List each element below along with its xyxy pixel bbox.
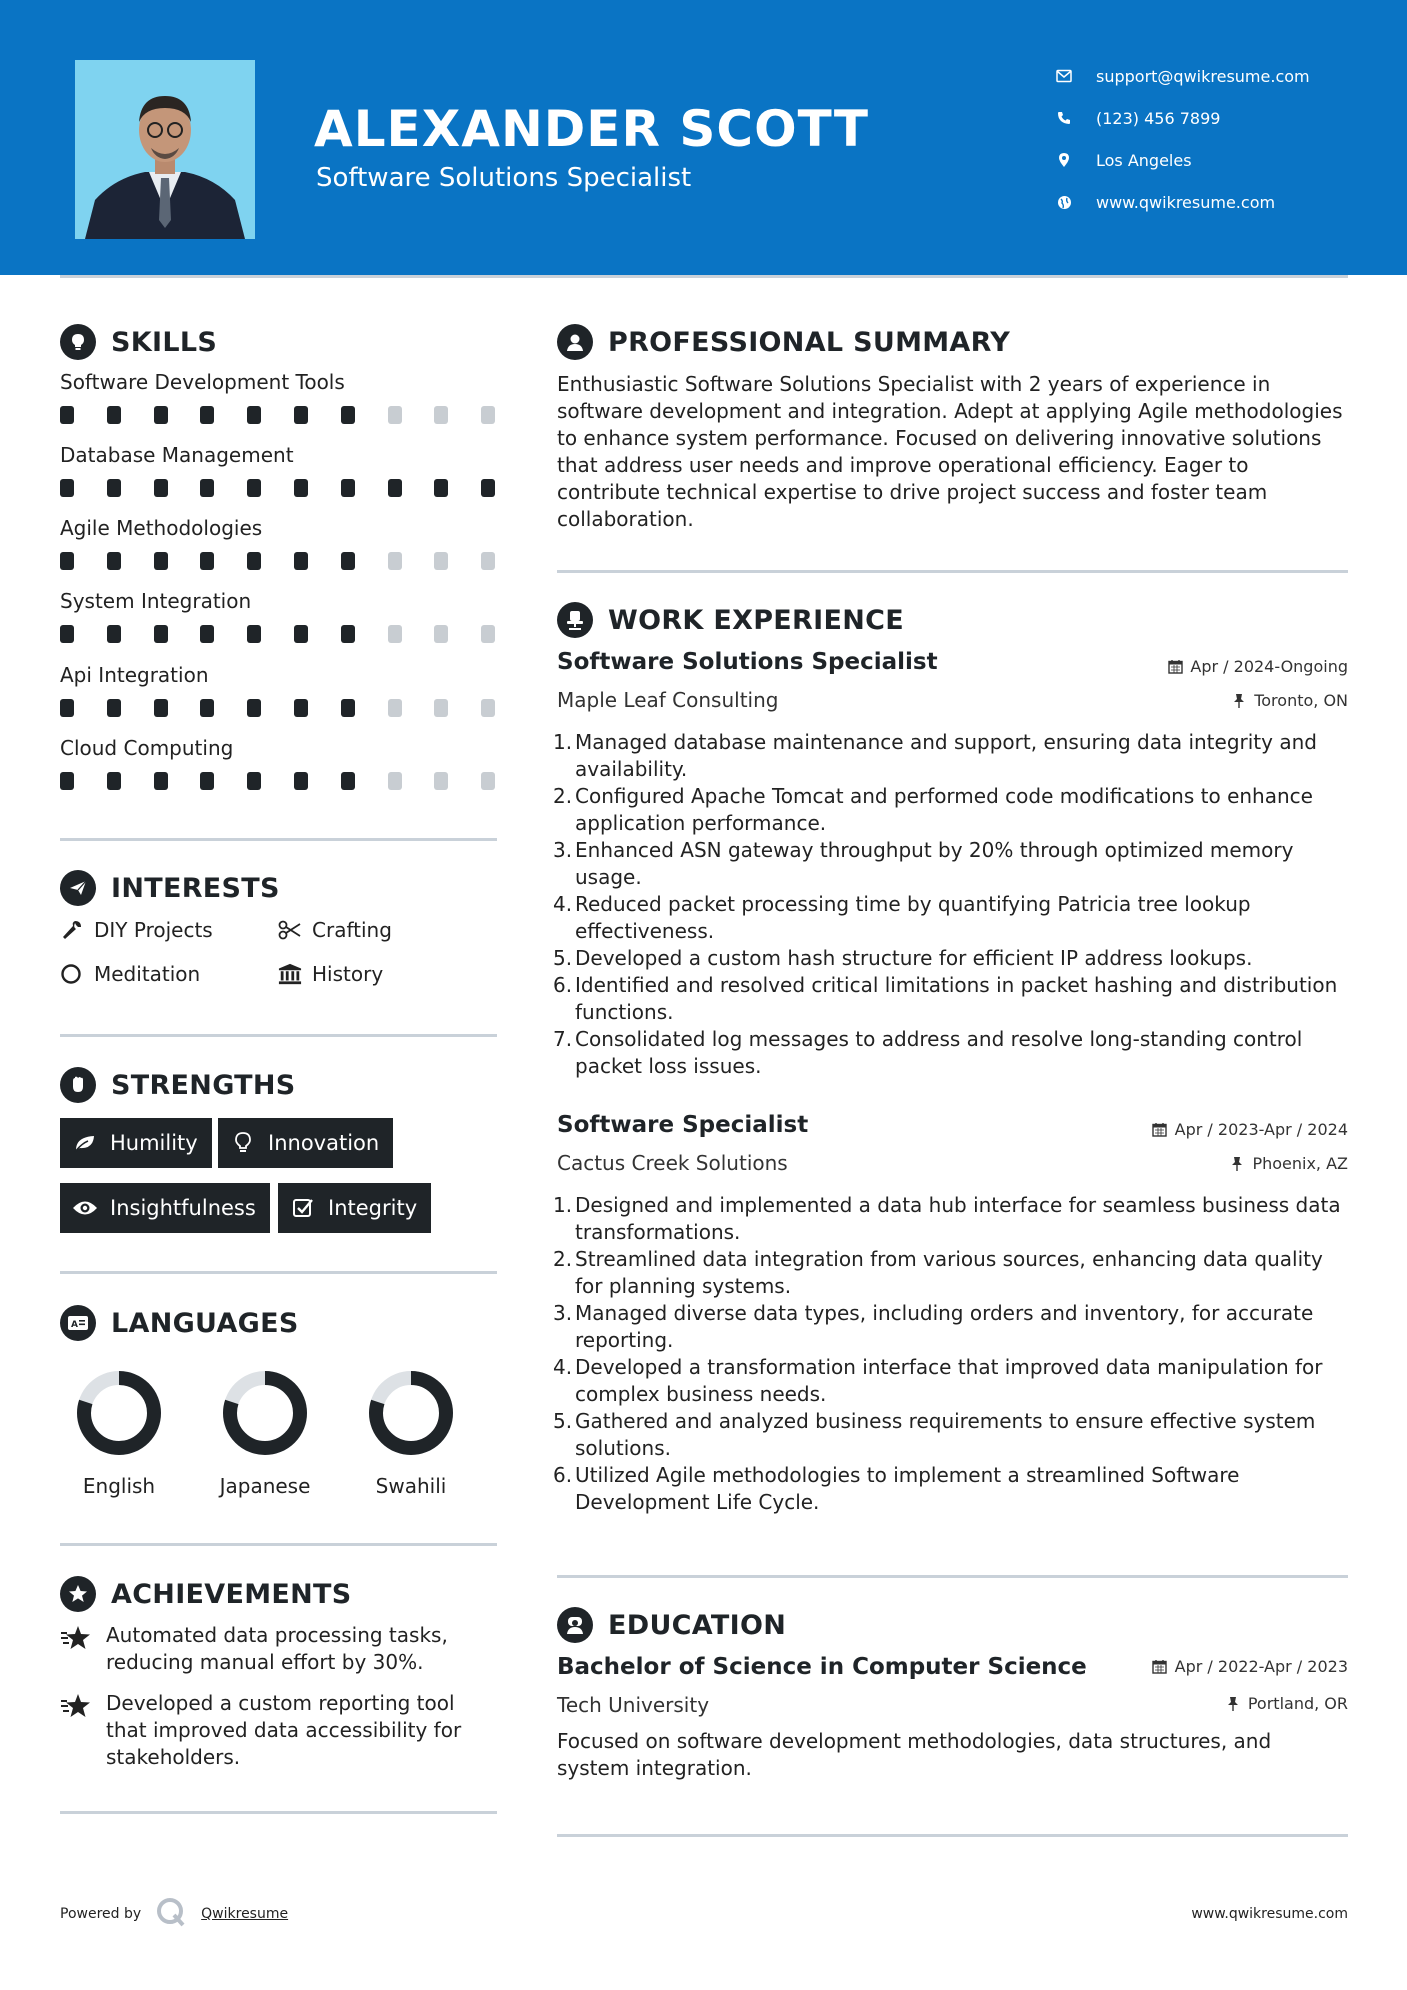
job-location-text: Toronto, ON [1254, 691, 1348, 710]
rating-dot-filled [60, 479, 74, 497]
rating-dot-filled [60, 625, 74, 643]
rating-dot-filled [60, 699, 74, 717]
education-location-text: Portland, OR [1247, 1694, 1348, 1713]
job-bullet [553, 1192, 1352, 1246]
skill-item [60, 736, 500, 792]
job-bullet [553, 972, 1352, 1026]
museum-icon [278, 962, 302, 986]
globe-icon [1054, 192, 1074, 212]
education-description: Focused on software development methodologies, data structures, and system integration. [557, 1729, 1272, 1780]
phone-icon [1054, 108, 1074, 128]
bullet-text: Reduced packet processing time by quantifying Patricia tree lookup effectiveness. [575, 892, 1251, 943]
wrench-icon [60, 918, 84, 942]
contact-location [1054, 139, 1310, 181]
rating-dot-filled [154, 406, 168, 424]
qwikresume-link[interactable]: Qwikresume [201, 1906, 289, 1922]
language-proficiency-ring [220, 1368, 310, 1458]
skill-rating [60, 772, 500, 792]
rating-dot-filled [247, 625, 261, 643]
job-company: Maple Leaf Consulting [557, 688, 779, 712]
contact-website[interactable] [1054, 181, 1310, 223]
job-bullet [553, 1354, 1352, 1408]
rating-dot-empty [434, 552, 448, 570]
rating-dot-filled [294, 552, 308, 570]
rating-dot-filled [200, 699, 214, 717]
summary-heading [557, 324, 1010, 360]
pushpin-icon [1230, 692, 1248, 710]
bullet-text: Enhanced ASN gateway throughput by 20% through optimized memory usage. [575, 838, 1294, 889]
rating-dot-empty [481, 406, 495, 424]
rating-dot-filled [388, 479, 402, 497]
bullet-text: Configured Apache Tomcat and performed code modifications to enhance application performance. [575, 784, 1313, 835]
powered-by-text: Powered by [60, 1906, 142, 1922]
interest-item [60, 962, 200, 986]
strength-chip [278, 1183, 431, 1233]
rating-dot-filled [247, 552, 261, 570]
bullet-number: 5. [553, 946, 573, 970]
interest-item [278, 962, 383, 986]
rating-dot-filled [154, 552, 168, 570]
profile-photo [75, 60, 255, 239]
job-location-text: Phoenix, AZ [1252, 1154, 1348, 1173]
skill-label: System Integration [60, 589, 252, 613]
rating-dot-empty [388, 772, 402, 790]
interests-heading-text: INTERESTS [111, 872, 280, 904]
skill-label: Agile Methodologies [60, 516, 263, 540]
job-bullet [553, 945, 1352, 972]
rating-dot-filled [200, 406, 214, 424]
rating-dot-filled [154, 772, 168, 790]
language-item [200, 1368, 330, 1498]
skill-rating [60, 625, 500, 645]
bullet-text: Identified and resolved critical limitations in packet hashing and distribution functions. [575, 973, 1338, 1024]
contact-phone[interactable] [1054, 97, 1310, 139]
rating-dot-filled [341, 406, 355, 424]
rating-dot-filled [247, 479, 261, 497]
rating-dot-empty [388, 625, 402, 643]
strength-label: Humility [110, 1131, 198, 1155]
bullet-number: 7. [553, 1027, 573, 1051]
skill-item [60, 663, 500, 719]
rating-dot-filled [247, 772, 261, 790]
footer-website[interactable]: www.qwikresume.com [1191, 1906, 1348, 1922]
candidate-title: Software Solutions Specialist [316, 163, 692, 193]
skill-label: Cloud Computing [60, 736, 234, 760]
education-degree: Bachelor of Science in Computer Science [557, 1654, 1087, 1680]
job-dates [1166, 657, 1348, 676]
language-item [346, 1368, 476, 1498]
bullet-number: 6. [553, 973, 573, 997]
job-title: Software Solutions Specialist [557, 649, 938, 675]
strengths-heading [60, 1067, 296, 1103]
interest-label: Crafting [312, 918, 392, 942]
contact-website-text: www.qwikresume.com [1096, 192, 1276, 212]
strength-chip [60, 1118, 212, 1168]
interest-item [278, 918, 392, 942]
rating-dot-empty [481, 552, 495, 570]
language-proficiency-ring [74, 1368, 164, 1458]
rating-dot-empty [481, 772, 495, 790]
resume-header [0, 0, 1407, 275]
rating-dot-filled [107, 552, 121, 570]
skill-rating [60, 479, 500, 499]
skill-rating [60, 699, 500, 719]
bullet-text: Consolidated log messages to address and resolve long-standing control packet loss issues. [575, 1027, 1303, 1078]
checkbox-icon [290, 1195, 316, 1221]
achievement-item [60, 1622, 500, 1676]
rating-dot-empty [434, 772, 448, 790]
rating-dot-empty [481, 625, 495, 643]
bullet-text: Designed and implemented a data hub interface for seamless business data transformations. [575, 1193, 1341, 1244]
summary-text: Enthusiastic Software Solutions Specialist with 2 years of experience in software development and integration. Adept at applying Agile methodologies to enhance system performance. Focused on delivering innovative solutions that address user needs and improve operational efficiency. Eager to contribute technical expertise to drive project success and foster team collaboration. [557, 372, 1343, 531]
leaf-icon [72, 1130, 98, 1156]
interests-divider [60, 1034, 497, 1037]
rating-dot-filled [294, 406, 308, 424]
contact-list [1054, 55, 1310, 223]
pushpin-icon [1224, 1695, 1242, 1713]
rating-dot-filled [341, 479, 355, 497]
rating-dot-empty [434, 406, 448, 424]
job-bullets [553, 729, 1352, 1080]
rating-dot-filled [247, 406, 261, 424]
experience-heading-text: WORK EXPERIENCE [608, 604, 904, 636]
skill-label: Database Management [60, 443, 294, 467]
education-divider [557, 1834, 1348, 1837]
rating-dot-filled [107, 406, 121, 424]
rating-dot-empty [434, 625, 448, 643]
rating-dot-filled [481, 479, 495, 497]
bullet-number: 2. [553, 784, 573, 808]
achievement-text: Developed a custom reporting tool that improved data accessibility for stakeholders. [106, 1691, 462, 1769]
skills-heading [60, 324, 217, 360]
skill-item [60, 589, 500, 645]
rating-dot-filled [200, 772, 214, 790]
qwikresume-logo-icon [155, 1896, 187, 1932]
skill-item [60, 443, 500, 499]
rating-dot-filled [154, 699, 168, 717]
job-bullet [553, 1462, 1352, 1516]
bullet-number: 3. [553, 1301, 573, 1325]
contact-location-text: Los Angeles [1096, 150, 1192, 170]
language-item [54, 1368, 184, 1498]
rating-dot-filled [60, 772, 74, 790]
skill-item [60, 370, 500, 426]
bullet-number: 3. [553, 838, 573, 862]
languages-heading [60, 1305, 299, 1341]
rating-dot-filled [247, 699, 261, 717]
rating-dot-empty [434, 699, 448, 717]
paper-plane-icon [60, 870, 96, 906]
calendar-icon [1166, 658, 1184, 676]
strength-label: Innovation [268, 1131, 380, 1155]
interest-item [60, 918, 213, 942]
experience-divider [557, 1575, 1348, 1578]
language-proficiency-ring [366, 1368, 456, 1458]
experience-heading [557, 602, 904, 638]
contact-email[interactable] [1054, 55, 1310, 97]
bullet-text: Developed a custom hash structure for efficient IP address lookups. [575, 946, 1253, 970]
job-bullet [553, 1408, 1352, 1462]
footer-powered-by [60, 1896, 288, 1932]
rating-dot-filled [107, 479, 121, 497]
bullet-number: 5. [553, 1409, 573, 1433]
job-dates-text: Apr / 2023-Apr / 2024 [1174, 1120, 1348, 1139]
rating-dot-filled [107, 625, 121, 643]
bullet-number: 6. [553, 1463, 573, 1487]
job-title: Software Specialist [557, 1112, 809, 1138]
rating-dot-filled [341, 772, 355, 790]
job-dates [1151, 1120, 1348, 1139]
bullet-text: Streamlined data integration from various sources, enhancing data quality for planning systems. [575, 1247, 1323, 1298]
strength-chip [218, 1118, 393, 1168]
envelope-icon [1054, 66, 1074, 86]
contact-email-text: support@qwikresume.com [1096, 66, 1310, 86]
bullet-text: Managed database maintenance and support, ensuring data integrity and availability. [575, 730, 1317, 781]
rating-dot-filled [154, 479, 168, 497]
language-label: Japanese [219, 1474, 311, 1498]
bullet-number: 2. [553, 1247, 573, 1271]
calendar-icon [1151, 1658, 1169, 1676]
strengths-divider [60, 1271, 497, 1274]
rating-dot-empty [388, 552, 402, 570]
job-bullet [553, 1026, 1352, 1080]
user-icon [557, 324, 593, 360]
skill-label: Software Development Tools [60, 370, 345, 394]
languages-heading-text: LANGUAGES [111, 1307, 299, 1339]
star-badge-icon [60, 1576, 96, 1612]
star-icon [60, 1692, 92, 1722]
rating-dot-empty [481, 699, 495, 717]
rating-dot-filled [200, 552, 214, 570]
achievement-text: Automated data processing tasks, reducing manual effort by 30%. [106, 1623, 448, 1674]
achievement-item [60, 1690, 500, 1771]
circle-icon [60, 962, 84, 986]
rating-dot-filled [434, 479, 448, 497]
rating-dot-filled [107, 699, 121, 717]
bullet-text: Developed a transformation interface that improved data manipulation for complex business needs. [575, 1355, 1323, 1406]
skill-rating [60, 406, 500, 426]
interest-label: Meditation [94, 962, 201, 986]
bullet-number: 1. [553, 730, 573, 754]
rating-dot-filled [341, 552, 355, 570]
rating-dot-filled [200, 625, 214, 643]
bullet-number: 1. [553, 1193, 573, 1217]
rating-dot-filled [294, 772, 308, 790]
scissors-icon [278, 918, 302, 942]
skills-divider [60, 838, 497, 841]
lightbulb-icon [230, 1130, 256, 1156]
education-school: Tech University [557, 1693, 710, 1717]
graduate-icon [557, 1607, 593, 1643]
id-card-icon [60, 1305, 96, 1341]
skill-label: Api Integration [60, 663, 209, 687]
rating-dot-empty [388, 406, 402, 424]
bullet-number: 4. [553, 892, 573, 916]
bullet-number: 4. [553, 1355, 573, 1379]
svg-text:A: A [71, 1320, 78, 1330]
rating-dot-filled [154, 625, 168, 643]
pushpin-icon [1228, 1155, 1246, 1173]
fist-icon [60, 1067, 96, 1103]
language-label: Swahili [375, 1474, 447, 1498]
job-bullet [553, 783, 1352, 837]
rating-dot-filled [294, 625, 308, 643]
education-location [1224, 1694, 1348, 1713]
achievements-divider [60, 1811, 497, 1814]
education-dates [1151, 1657, 1348, 1676]
strength-label: Integrity [328, 1196, 418, 1220]
job-location [1230, 691, 1348, 710]
job-bullet [553, 1300, 1352, 1354]
rating-dot-filled [107, 772, 121, 790]
education-dates-text: Apr / 2022-Apr / 2023 [1174, 1657, 1348, 1676]
star-icon [60, 1624, 92, 1654]
job-bullet [553, 891, 1352, 945]
interest-label: History [312, 962, 384, 986]
header-divider [60, 275, 1348, 278]
rating-dot-filled [341, 625, 355, 643]
job-bullets [553, 1192, 1352, 1516]
candidate-name: ALEXANDER SCOTT [314, 100, 869, 158]
strength-label: Insightfulness [110, 1196, 256, 1220]
summary-divider [557, 570, 1348, 573]
eye-icon [72, 1195, 98, 1221]
languages-divider [60, 1543, 497, 1546]
education-heading-text: EDUCATION [608, 1609, 787, 1641]
map-marker-icon [1054, 150, 1074, 170]
strength-chip [60, 1183, 270, 1233]
bullet-text: Utilized Agile methodologies to implement a streamlined Software Development Life Cycle. [575, 1463, 1240, 1514]
rating-dot-empty [388, 699, 402, 717]
interest-label: DIY Projects [94, 918, 213, 942]
rating-dot-filled [60, 552, 74, 570]
lightbulb-icon [60, 324, 96, 360]
achievements-heading [60, 1576, 352, 1612]
job-company: Cactus Creek Solutions [557, 1151, 788, 1175]
rating-dot-filled [200, 479, 214, 497]
job-bullet [553, 837, 1352, 891]
job-bullet [553, 1246, 1352, 1300]
skills-heading-text: SKILLS [111, 326, 218, 358]
skill-item [60, 516, 500, 572]
strengths-heading-text: STRENGTHS [111, 1069, 296, 1101]
office-chair-icon [557, 602, 593, 638]
bullet-text: Gathered and analyzed business requirements to ensure effective system solutions. [575, 1409, 1316, 1460]
bullet-text: Managed diverse data types, including orders and inventory, for accurate reporting. [575, 1301, 1314, 1352]
calendar-icon [1151, 1121, 1169, 1139]
language-label: English [82, 1474, 156, 1498]
contact-phone-text: (123) 456 7899 [1096, 108, 1221, 128]
skill-rating [60, 552, 500, 572]
education-heading [557, 1607, 786, 1643]
rating-dot-filled [60, 406, 74, 424]
rating-dot-filled [294, 479, 308, 497]
achievements-heading-text: ACHIEVEMENTS [111, 1578, 352, 1610]
job-dates-text: Apr / 2024-Ongoing [1190, 657, 1348, 676]
rating-dot-filled [294, 699, 308, 717]
job-location [1228, 1154, 1348, 1173]
job-bullet [553, 729, 1352, 783]
summary-heading-text: PROFESSIONAL SUMMARY [608, 326, 1011, 358]
interests-heading [60, 870, 280, 906]
rating-dot-filled [341, 699, 355, 717]
